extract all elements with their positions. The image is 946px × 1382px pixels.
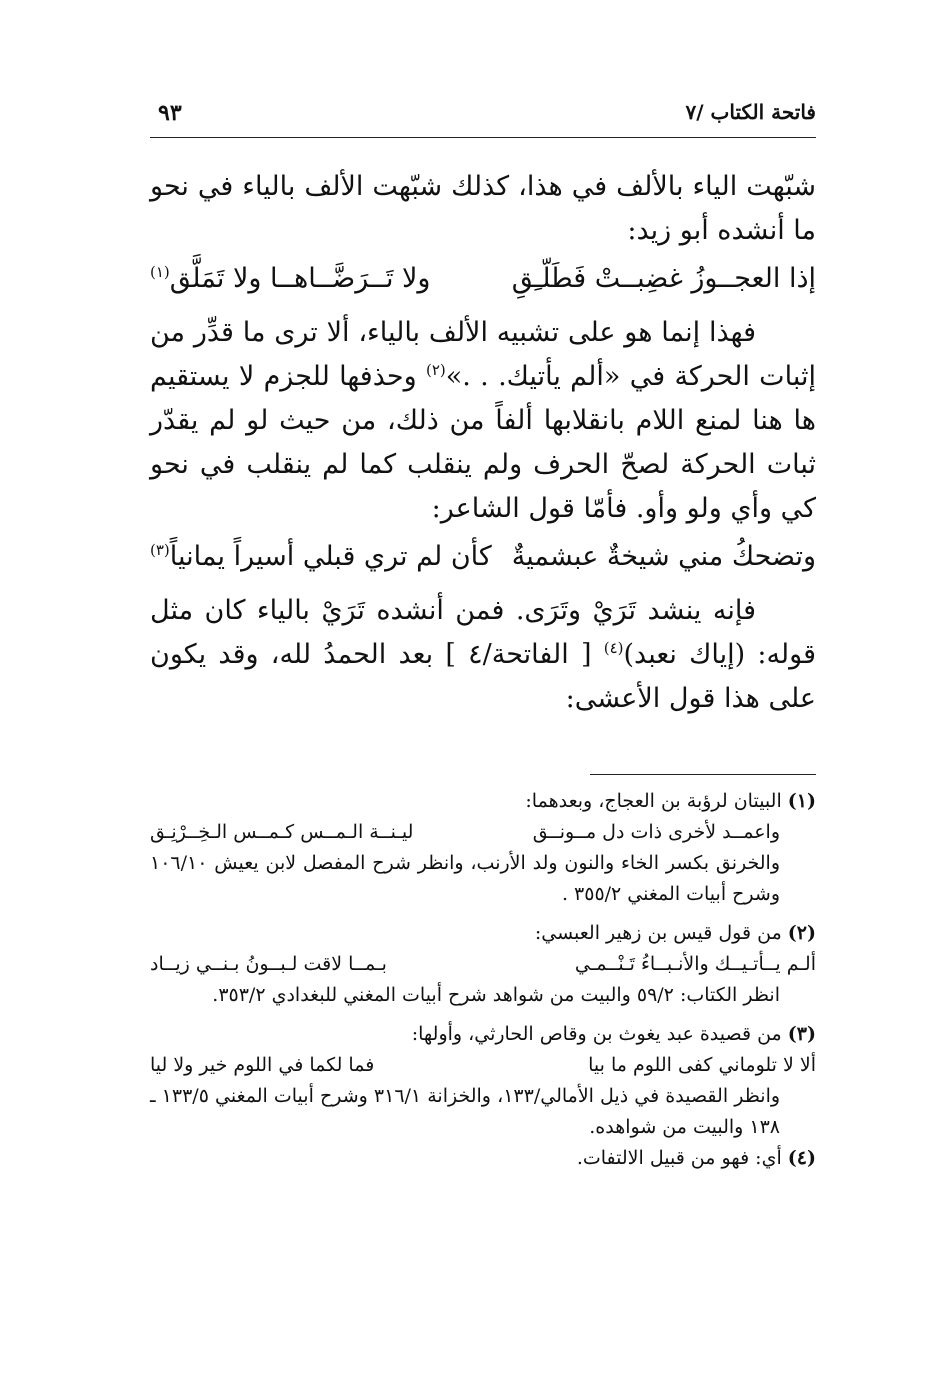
footnote-1-verse-b: ليـنــة الـمــس كـمــس الـخِــرْنِـق	[150, 821, 414, 843]
paragraph-3-part-b: [ الفاتحة/٤ ] بعد الحمدُ لله، وقد يكون على هذا قول الأعشى:	[150, 639, 816, 714]
verse-2-second-text: كأن لم تري قبلي أسيراً يمانياً	[169, 541, 492, 572]
footnote-1-number: (١)	[787, 790, 816, 812]
footnote-ref-2: (٢)	[425, 361, 446, 379]
paragraph-2-part-b: وحذفها للجزم لا يستقيم ها هنا لمنع اللام بانقلابها ألفاً من ذلك، من حيث لو لم يقدّر ثبات الحركة لصحّ الحرف ولم ينقلب كما لم ينقلب في نحو كي وأي ولو وأو. فأمّا قول الشاعر:	[150, 361, 816, 524]
footnote-2-verse-a: ألـم يــأتـيــك والأنـبــاءُ تَـنْــمـي	[574, 953, 816, 975]
paragraph-2	[150, 311, 816, 531]
footnote-2-verse-b: بـمــا لاقت لـبــونُ بـنــي زيــاد	[150, 953, 387, 975]
footnote-3-verse	[150, 1050, 816, 1081]
header-rule	[150, 137, 816, 138]
footnote-ref-3: (٣)	[150, 541, 170, 559]
footnote-4-text: أي: فهو من قبيل الالتفات.	[576, 1147, 788, 1169]
running-title: فاتحة الكتاب /٧	[685, 100, 816, 124]
footnote-gap	[150, 1011, 816, 1019]
verse-2-first-hemistich: وتضحكُ مني شيخةٌ عبشميةٌ	[511, 541, 816, 572]
footnote-gap	[150, 910, 816, 918]
footnote-ref-1: (١)	[150, 263, 170, 281]
footnote-2-number: (٢)	[787, 922, 816, 944]
footnote-2-verse	[150, 949, 816, 980]
footnote-3-number: (٣)	[787, 1023, 816, 1045]
paragraph-3	[150, 589, 816, 721]
footnote-2-text: انظر الكتاب: ٥٩/٢ والبيت من شواهد شرح أبيات المغني للبغدادي ٣٥٣/٢.	[212, 984, 780, 1006]
verse-2-second-hemistich	[150, 535, 492, 579]
footnote-2-head	[150, 918, 816, 949]
footnote-1-text: والخرنق بكسر الخاء والنون ولد الأرنب، وانظر شرح المفصل لابن يعيش ١٠٦/١٠ وشرح أبيات المغني ٣٥٥/٢ .	[150, 852, 780, 905]
footnote-1-verse-a: واعمــد لأخرى ذات دل مــونــق	[532, 821, 780, 843]
footnote-3-head	[150, 1019, 816, 1050]
footnote-3-verse-a: ألا لا تلوماني كفى اللوم ما بيا	[588, 1054, 816, 1076]
footnote-1-head	[150, 786, 816, 817]
footnote-rule	[590, 774, 816, 775]
footnote-3-verse-b: فما لكما في اللوم خير ولا ليا	[150, 1054, 375, 1076]
page-header	[150, 98, 816, 138]
verse-1-second-hemistich	[150, 257, 430, 301]
footnote-2-intro: من قول قيس بن زهير العبسي:	[534, 922, 788, 944]
verse-1-second-text: ولا تَــرَضَّــاهــا ولا تَمَلَّق	[169, 263, 431, 294]
footnote-4-number: (٤)	[787, 1147, 816, 1169]
footnotes	[150, 786, 816, 1174]
page-number: ٩٣	[158, 100, 182, 126]
paragraph-1: شبّهت الياء بالألف في هذا، كذلك شبّهت الألف بالياء في نحو ما أنشده أبو زيد:	[150, 171, 816, 246]
footnote-1-verse	[150, 817, 816, 848]
footnote-ref-4: (٤)	[603, 639, 624, 657]
verse-2	[150, 535, 816, 579]
verse-1-first-hemistich: إذا العجــوزُ غضِبــتْ فَطَلّـِقِ	[511, 263, 816, 294]
verse-1	[150, 257, 816, 301]
paragraph-3-part-a: فإنه ينشد تَرَيْ وتَرَى. فمن أنشده تَرَيْ بالياء كان مثل قوله: (إياك نعبد)	[150, 595, 817, 670]
footnote-3-text: وانظر القصيدة في ذيل الأمالي/١٣٣، والخزانة ٣١٦/١ وشرح أبيات المغني ١٣٣/٥ ـ ١٣٨ والبيت من شواهده.	[150, 1085, 781, 1138]
main-text	[150, 165, 816, 721]
footnote-3-intro: من قصيدة عبد يغوث بن وقاص الحارثي، وأولها:	[411, 1023, 788, 1045]
footnote-4-head	[150, 1143, 816, 1174]
paragraph-2-part-a: فهذا إنما هو على تشبيه الألف بالياء، ألا ترى ما قدِّر من إثبات الحركة في «ألم يأتيك. . .»	[150, 317, 816, 392]
footnote-1-intro: البيتان لرؤبة بن العجاج، وبعدهما:	[525, 790, 788, 812]
